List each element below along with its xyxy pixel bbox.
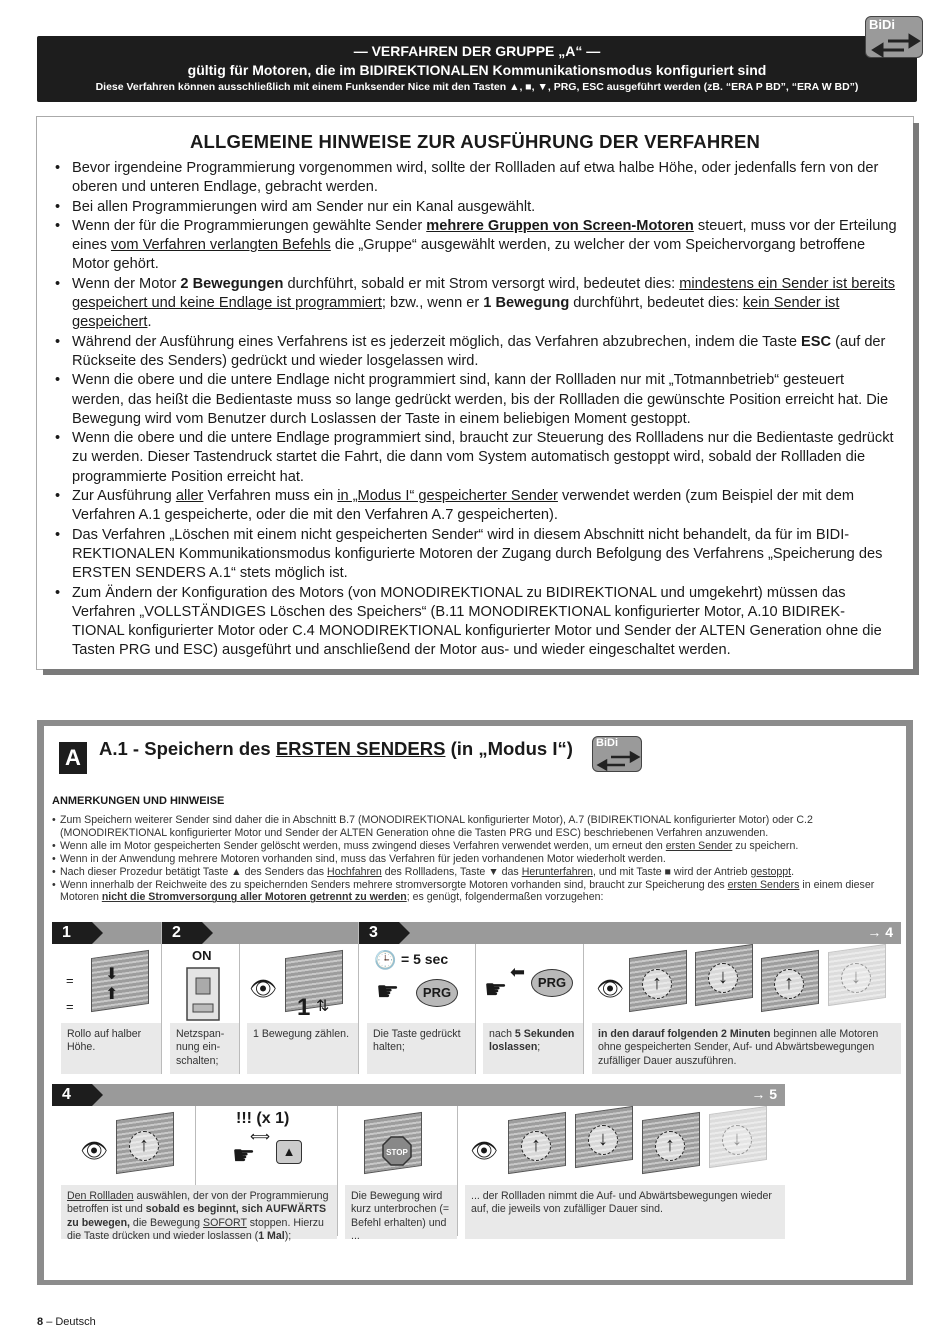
arrow-down-icon: ↓ xyxy=(588,1125,618,1155)
section-a xyxy=(37,720,913,1285)
list-item: • Bei allen Programmierungen wird am Sender nur ein Kanal ausgewählt. xyxy=(53,198,897,217)
language-label: – Deutsch xyxy=(46,1316,96,1328)
caption-step1: Rollo auf halber Höhe. xyxy=(61,1023,161,1074)
clock-icon: 🕒 xyxy=(374,950,397,970)
list-item: • Das Verfahren „Löschen mit einem nicht gespeicherten Sender“ wird in diesem Abschnitt nicht behandelt, da für im BIDI-REKTIONALEN Kommunikationsmodus konfigurierte Motoren der Zugang durch Befolgung des Verfahrens „Speicherung des ERSTEN SENDERS A.1“ stets möglich ist. xyxy=(53,526,897,584)
arrow-down-icon: ↓ xyxy=(841,963,871,993)
divider xyxy=(457,1106,458,1236)
notes-heading: ALLGEMEINE HINWEISE ZUR AUSFÜHRUNG DER VERFAHREN xyxy=(189,131,761,152)
list-item: • Zum Ändern der Konfiguration des Motors (von MONODIREKTIONAL zu BIDIREKTIONAL und umgekehrt) müssen das Verfahren „VOLLSTÄNDIGES Löschen des Speichers“ (B.11 MONODIREKTIONAL konfigurierter Motor, A.10 BIDIREK-TIONAL konfigurierter Motor oder C.4 MONODIREKTIONAL konfigurierter Motor und Sender der ALTEN Generation ohne die Tasten PRG und ESC) ausgeführt und anschließend der Motor aus- und wieder eingeschaltet werden. xyxy=(53,584,897,661)
caption-select-shutter: Den Rollladen auswählen, der von der Programmierung betroffen ist und sobald es beginnt, sich AUFWÄRTS zu bewegen, die Bewegung SOFORT stoppen. Hierzu die Taste drücken und wieder loslassen (1 Mal); xyxy=(61,1185,337,1239)
divider xyxy=(583,944,584,1074)
hints-block xyxy=(52,795,902,904)
list-item: • Zur Ausführung aller Verfahren muss ein in „Modus I“ gespeicherter Sender verwendet werden (zum Beispiel der mit dem Verfahren A.1 gespeicherte, oder die mit den Verfahren A.7 gespeicherten). xyxy=(53,487,897,526)
list-item: • Während der Ausführung eines Verfahrens ist es jederzeit möglich, das Verfahren abzubrechen, indem die Taste ESC (auf der Rückseite des Senders) gedrückt und wieder losgelassen wird. xyxy=(53,333,897,372)
next-step-indicator: → 4 xyxy=(867,924,893,940)
count-label: 1 xyxy=(297,994,311,1021)
list-item: • Wenn die obere und die untere Endlage nicht programmiert sind, kann der Rollladen nur mit „Totmannbetrieb“ gesteuert werden, das heißt die Bedientaste muss so lange gedrückt werden, bis der Rollladen die gewünschte Position erreicht hat. Die Bewegung wird vom Benutzer durch Loslassen der Taste in einem beliebigen Moment gestoppt. xyxy=(53,371,897,429)
bidi-arrows-icon xyxy=(593,737,643,773)
list-item: • Wenn in der Anwendung mehrere Motoren vorhanden sind, muss das Verfahren für jeden vorhandenen Motor wiederholt werden. xyxy=(52,853,902,866)
divider xyxy=(239,944,240,1074)
arrow-up-icon: ↑ xyxy=(129,1131,159,1161)
arrow-down-icon: ↓ xyxy=(708,963,738,993)
stop-icon xyxy=(382,1136,412,1166)
list-item: • Wenn der Motor 2 Bewegungen durchführt, sobald er mit Strom versorgt wird, bedeutet dies: mindestens ein Sender ist bereits gespeichert und keine Endlage ist programmiert; bzw., wenn er 1 Bewegung durchführt, bedeutet dies: kein Sender ist gespeichert. xyxy=(53,275,897,333)
stop-label: STOP xyxy=(386,1148,408,1157)
eye-icon: 👁 xyxy=(596,976,624,1001)
arrow-up-icon: ↑ xyxy=(774,969,804,999)
up-button-icon: ▲ xyxy=(276,1140,302,1164)
prg-button-icon: PRG xyxy=(531,969,573,997)
general-notes-box xyxy=(37,117,913,669)
list-item: • Wenn alle im Motor gespeicherten Sender gelöscht werden, muss zwingend dieses Verfahren verwendet werden, um erneut den ersten Sender zu speichern. xyxy=(52,840,902,853)
arrow-down-icon: ↓ xyxy=(722,1125,752,1155)
step-1-number: 1 xyxy=(52,922,92,944)
step-3-number: 3 xyxy=(359,922,399,944)
caption-interrupt: Die Bewegung wird kurz unterbrochen (= Befehl erhalten) und ... xyxy=(345,1185,457,1239)
eye-icon: 👁 xyxy=(249,976,277,1001)
divider xyxy=(358,922,359,1074)
divider xyxy=(161,922,162,1074)
caption-resume: ... der Rollladen nimmt die Auf- und Abwärtsbewegungen wieder auf, die jeweils von zufälliger Dauer sind. xyxy=(465,1185,785,1239)
caption-count: 1 Bewegung zählen. xyxy=(247,1023,358,1074)
step-2-number: 2 xyxy=(162,922,202,944)
list-item: • Wenn der für die Programmierungen gewählte Sender mehrere Gruppen von Screen-Motoren steuert, muss vor der Erteilung eines vom Verfahren verlangten Befehls die „Gruppe“ ausgewählt werden, zu welcher der vom Speichervorgang betroffene Motor gehört. xyxy=(53,217,897,275)
section-letter: A xyxy=(59,742,87,774)
on-label: ON xyxy=(192,948,212,963)
release-arrow-icon: ⬅ xyxy=(510,962,526,982)
bidi-icon xyxy=(592,736,642,772)
prg-button-icon: PRG xyxy=(416,979,458,1007)
arrow-up-icon: ↑ xyxy=(655,1131,685,1161)
hand-release-icon: ☛ xyxy=(484,974,508,1004)
multiplier-label: !!! (x 1) xyxy=(236,1110,290,1127)
hand-press-icon: ☛ xyxy=(232,1140,256,1170)
section-title: A.1 - Speichern des ERSTEN SENDERS (in „Modus I“) xyxy=(99,738,573,759)
bidi-label: BiDi xyxy=(596,737,618,749)
bidi-label: BiDi xyxy=(869,17,895,32)
caption-release: nach 5 Sekunden loslassen; xyxy=(483,1023,583,1074)
banner-note: Diese Verfahren können ausschließlich mit einem Funksender Nice mit den Tasten ▲, ■, ▼, PRG, ESC ausgeführt werden (zB. “ERA P BD”, “ERA W BD”) xyxy=(95,81,859,93)
arrow-up-icon: ↑ xyxy=(521,1131,551,1161)
step-bar-row1 xyxy=(52,922,901,944)
section-a-content xyxy=(44,726,906,1280)
caption-step2: Netzspan-nung ein-schalten; xyxy=(170,1023,239,1074)
list-item: • Bevor irgendeine Programmierung vorgenommen wird, sollte der Rollladen auf etwa halbe Höhe, oder jedenfalls fern von der oberen und unteren Endlage, gebracht werden. xyxy=(53,159,897,198)
shutter-icon xyxy=(91,950,149,1012)
divider xyxy=(337,1106,338,1236)
banner-subtitle: gültig für Motoren, die im BIDIREKTIONALEN Kommunikationsmodus konfiguriert sind xyxy=(187,62,767,78)
eye-icon: 👁 xyxy=(470,1138,498,1163)
breaker-icon xyxy=(185,966,221,1022)
page-number: 8 xyxy=(37,1316,44,1328)
next-step-indicator: → 5 xyxy=(751,1086,777,1102)
eye-icon: 👁 xyxy=(80,1138,108,1163)
page-footer xyxy=(37,1316,96,1328)
list-item: • Nach dieser Prozedur betätigt Taste ▲ des Senders das Hochfahren des Rollladens, Taste ▼ das Herunterfahren, und mit Taste ■ wird der Antrieb gestoppt. xyxy=(52,866,902,879)
caption-hold: Die Taste gedrückt halten; xyxy=(367,1023,475,1074)
seconds-label: = 5 sec xyxy=(401,951,449,967)
arrows-updown-icon: ⬇ ⬆ xyxy=(105,966,119,1003)
list-item: • Zum Speichern weiterer Sender sind daher die in Abschnitt B.7 (MONODIREKTIONAL konfigurierter Motor), A.7 (BIDIREKTIONAL konfigurierter Motor) oder C.2 (MONODIREKTIONAL konfigurierter Motor und Sender der ALTEN Generation ohne die Tasten PRG und ESC) beschriebenen Verfahren anzuwenden. xyxy=(52,814,902,840)
banner-title: — VERFAHREN DER GRUPPE „A“ — xyxy=(353,43,601,59)
hand-press-icon: ☛ xyxy=(376,976,400,1006)
arrow-up-icon: ↑ xyxy=(642,969,672,999)
step-4-number: 4 xyxy=(52,1084,92,1106)
updown-arrows-icon: ⇅ xyxy=(316,998,330,1015)
bidi-arrows-icon xyxy=(866,17,924,59)
list-item: • Wenn innerhalb der Reichweite des zu speichernden Senders mehrere stromversorgte Motoren vorhanden sind, braucht zur Speicherung des ersten Senders in einem dieser Motoren nicht die Stromversorgung aller Motoren getrennt zu werden; es genügt, folgendermaßen vorzugehen: xyxy=(52,879,902,905)
hints-heading: ANMERKUNGEN UND HINWEISE xyxy=(52,795,225,807)
shutter-icon xyxy=(285,950,343,1012)
caption-random-moves: in den darauf folgenden 2 Minuten beginnen alle Motoren ohne gespeicherten Sender, Auf- und Abwärtsbewegungen zufälliger Dauer auszuführen. xyxy=(592,1023,901,1074)
bidi-icon xyxy=(865,16,923,58)
hints-list xyxy=(52,814,902,904)
press-release-icon: ⟺ xyxy=(250,1128,271,1144)
list-item: • Wenn die obere und die untere Endlage programmiert sind, braucht zur Steuerung des Rollladens nur die Bedientaste gedrückt zu werden. Dieser Tastendruck startet die Fahrt, die dann vom System automatisch gestoppt wird, sobald der Rollladen die programmierte Position erreicht hat. xyxy=(53,429,897,487)
notes-list xyxy=(53,159,897,661)
divider xyxy=(475,944,476,1074)
procedure-group-banner xyxy=(37,36,917,102)
step-bar-row2 xyxy=(52,1084,785,1106)
level-marks-icon: = = xyxy=(66,973,74,1014)
